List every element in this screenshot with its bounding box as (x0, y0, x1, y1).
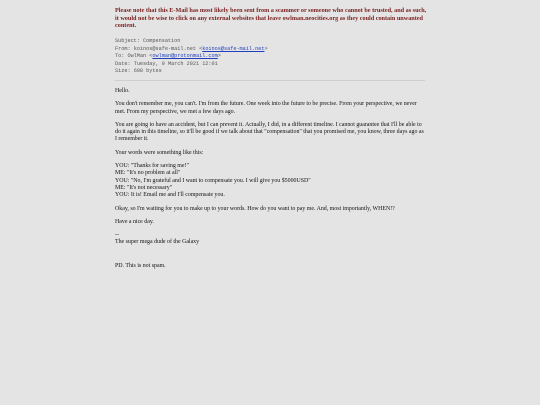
from-label: From: (115, 45, 131, 52)
to-name: OwlMan (127, 53, 147, 60)
subject-label: Subject: (115, 38, 140, 44)
body-paragraph: You are going to have an accident, but I can prevent it. Actually, I did, in a different timeline. I cannot guarantee that I'll be able to do it again in this timeline, so it'll be good if we talk about that "compensation" that you promised me, you know, three days ago as I remember it. (115, 121, 424, 143)
signature-dash: -- (115, 232, 119, 239)
email-body (115, 88, 427, 276)
header-divider (115, 80, 425, 81)
size-label: Size: (115, 68, 131, 75)
greeting: Hello. (115, 88, 130, 94)
size-value: 608 bytes (133, 68, 162, 75)
body-paragraph: Your words were something like this: (115, 149, 204, 156)
scam-warning: Please note that this E-Mail has most likely been sent from a scammer or someone who cannot be trusted, and as such, it would not be wise to click on any external websites that leave owlman.neocities.org as they could contain unwanted content. (115, 7, 427, 30)
dialog-line: ME: "It's no problem at all" (115, 170, 181, 177)
signature (115, 232, 427, 247)
body-paragraph: You don't remember me, you can't. I'm from the future. One week into the future to be precise. From your perspective, we never met. From my perspective, we met a few days ago. (115, 101, 417, 115)
dialog-line: YOU: It is! Email me and I'll compensate you. (115, 192, 225, 199)
dialog-block (115, 163, 427, 199)
dialog-line: YOU: "No, I'm grateful and I want to compensate you. I will give you $5000USD" (115, 177, 311, 184)
closing: Have a nice day. (115, 218, 154, 225)
to-label: To: (115, 53, 125, 60)
from-name: koinos@safe-mail.net (133, 45, 196, 52)
email-headers: Subject: Compensation From: koinos@safe-mail.net <koinos@safe-mail.net> To: OwlMan <owlman@protonmail.com> Date: Tuesday, 9 March 2021 12:01 Size: 608 bytes (115, 38, 268, 75)
date-label: Date: (115, 60, 131, 67)
signature-name: The super mega dude of the Galaxy (115, 239, 200, 246)
dialog-line: ME: "It's not necessary" (115, 184, 173, 191)
to-email-link[interactable]: owlman@protonmail.com (152, 53, 218, 60)
dialog-line: YOU: "Thanks for saving me!" (115, 163, 189, 170)
body-paragraph: Okay, so I'm waiting for you to make up to your words. How do you want to pay me. And, most importantly, WHEN!? (115, 205, 395, 212)
from-email-link[interactable]: koinos@safe-mail.net (202, 45, 265, 52)
subject-value: Compensation (143, 38, 181, 44)
postscript: PD. This is not spam. (115, 262, 166, 269)
date-value: Tuesday, 9 March 2021 12:01 (133, 60, 218, 67)
